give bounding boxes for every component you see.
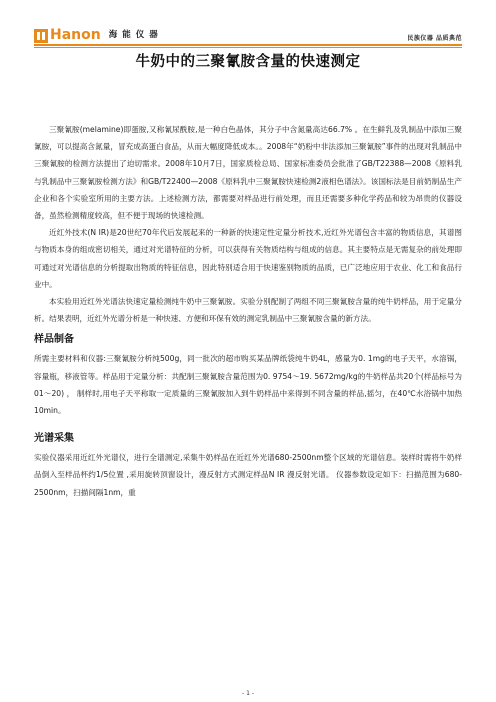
paragraph-experiment: 本实验用近红外光谱法快速定量检测纯牛奶中三聚氰胺。实验分别配制了两组不同三聚氰胺含量的纯牛奶样品，用于定量分析。结果表明，近红外光谱分析是一种快速、方便和环保有效的测定乳制品中三聚氰胺含量的新方法。 bbox=[34, 297, 462, 324]
page-header bbox=[34, 28, 462, 44]
section-text-sample-prep: 所需主要材料和仪器:三聚氰胺分析纯500g，同一批次的超市购买某品牌纸袋纯牛奶4L，感量为0. 1mg的电子天平，水溶锅，容量瓶，移液管等。样品用于定量分析：共配制三聚氰胺含量范围为0. 9754～19. 5672mg/kg的牛奶样品共20个(样品标号为01～20) ， 制样时,用电子天平称取一定质量的三聚氰胺加入到牛奶样品中来得到不同含量的样品,摇匀，在40℃水浴锅中加热10min。 bbox=[34, 354, 462, 416]
paragraph-intro: 三聚氰胺(melamine)即蛋胺,又称氰尿酰胺,是一种白色晶体，其分子中含氮量高达66.7% 。在生鲜乳及乳制品中添加三聚氰胺，可以提高含氮量，冒充成高蛋白食品，从而大幅度降低成本。。2008年“奶粉中非法添加三聚氰胺”事件的出现对乳制品中三聚氰胺的检测方法提出了迫切需求。2008年10月7日，国家质检总局、国家标准委员会批准了GB/T22388—2008《原料乳与乳制品中三聚氰胺检测方法》和GB/T22400—2008《原料乳中三聚氰胺快速检测2液相色谱法》。该国标法是目前奶制品生产企业和各个实验室所用的主要方法。上述检测方法，都需要对样品进行前处理，而且还需要多种化学药品和较为昂贵的仪器设备，虽然检测精度较高，但不便于现场的快速检测。 bbox=[34, 125, 462, 221]
company-logo bbox=[34, 28, 163, 43]
document-body bbox=[34, 121, 462, 501]
section-heading-spectrum: 光谱采集 bbox=[34, 433, 74, 445]
header-slogan: 民族仪器 品质典范 bbox=[407, 35, 462, 42]
hanon-logo-icon bbox=[34, 29, 48, 43]
section-text-spectrum: 实验仪器采用近红外光谱仪，进行全谱测定,采集牛奶样品在近红外光谱680-2500nm整个区域的光谱信息。装样时需将牛奶样品倒入至样品杯约1/5位置 ,采用旋转顶窗设计，漫反射方式测定样品N IR 漫反射光谱。 仪器参数设定如下：扫描范围为680-2500nm，扫描间隔1nm，重 bbox=[34, 453, 462, 497]
section-heading-sample-prep: 样品制备 bbox=[34, 334, 74, 346]
document-title: 牛奶中的三聚氰胺含量的快速测定 bbox=[135, 54, 361, 70]
logo-text: Hanon bbox=[50, 27, 101, 43]
header-rule-thin bbox=[34, 47, 462, 48]
page-number: - 1 - bbox=[242, 690, 254, 697]
header-rule bbox=[34, 44, 462, 46]
paragraph-nir: 近红外技术(N IR)是20世纪70年代后发展起来的一种新的快速定性定量分析技术,近红外光谱包含丰富的物质信息，其谱图与物质本身的组成密切相关，通过对光谱特征的分析，可以获得有关物质结构与组成的信息。其主要特点是无需复杂的前处理即可通过对光谱信息的分析提取出物质的特征信息，因此特别适合用于快速鉴别物质的品质，已广泛地应用于农业、化工和食品行业中。 bbox=[34, 228, 462, 289]
logo-chinese-name: 海能仪器 bbox=[108, 30, 163, 40]
